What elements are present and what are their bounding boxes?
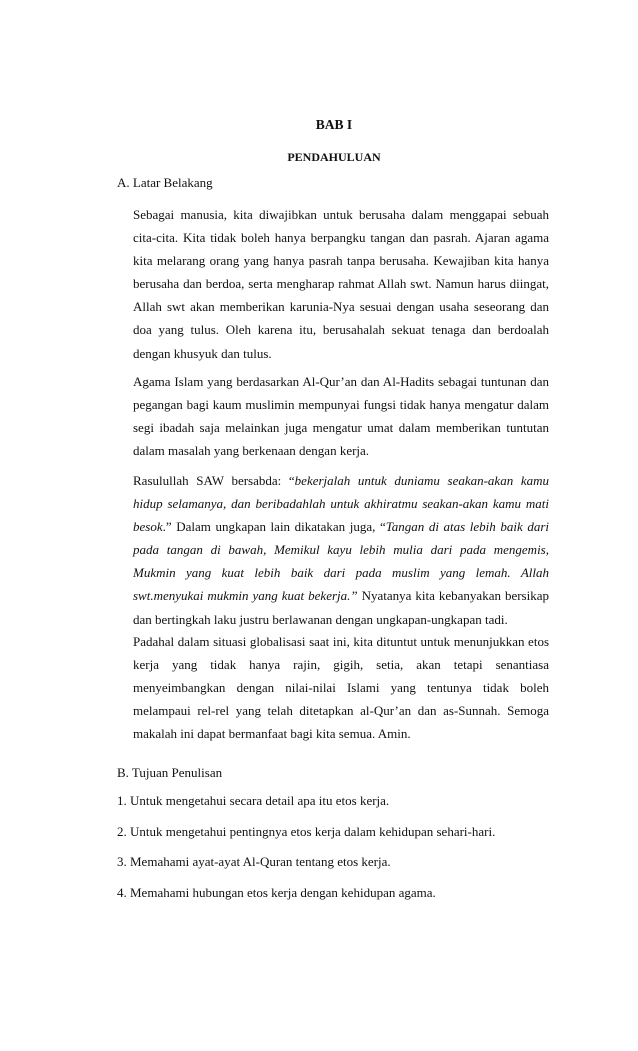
paragraph-3: [133, 469, 549, 631]
section-heading-background: A. Latar Belakang: [117, 175, 213, 190]
goals-list: [117, 793, 495, 915]
paragraph-1: Sebagai manusia, kita diwajibkan untuk berusaha dalam menggapai sebuah cita-cita. Kita tidak boleh hanya berpangku tangan dan pasrah. Ajaran agama kita melarang orang yang hanya pasrah tanpa berusaha. Kewajiban kita hanya berusaha dan berdoa, serta mengharap rahmat Allah swt. Namun harus diingat, Allah swt akan memberikan karunia-Nya sesuai dengan usaha seseorang dan doa yang tulus. Oleh karena itu, berusahalah sekuat tenaga dan berdoalah dengan khusyuk dan tulus.: [133, 207, 549, 361]
proverb-quote: Tangan di atas lebih baik dari pada tangan di bawah, Memikul kayu lebih mulia dari pada mengemis, Mukmin yang kuat lebih baik dari pada muslim yang lemah. Allah swt.menyukai mukmin yang kuat bekerja.”: [133, 519, 549, 604]
section-heading-goals: B. Tujuan Penulisan: [117, 765, 223, 780]
paragraph-3-text-2: .” Dalam ungkapan lain dikatakan juga, “: [162, 519, 386, 535]
list-item: 1. Untuk mengetahui secara detail apa itu etos kerja.: [117, 793, 390, 808]
list-item: 4. Memahami hubungan etos kerja dengan kehidupan agama.: [117, 884, 436, 900]
paragraph-2: Agama Islam yang berdasarkan Al-Qur’an dan Al-Hadits sebagai tuntunan dan pegangan bagi kaum muslimin mempunyai fungsi tidak hanya mengatur dalam segi ibadah saja melainkan juga mengatur umat dalam memberikan tuntutan dalam masalah yang berkenaan dengan kerja.: [133, 374, 549, 459]
chapter-heading: BAB I: [315, 117, 353, 132]
list-item: 3. Memahami ayat-ayat Al-Quran tentang etos kerja.: [117, 854, 391, 869]
paragraph-3-text-1: Rasulullah SAW bersabda: “: [133, 473, 295, 488]
paragraph-3-text-3: Nyatanya kita kebanyakan bersikap dan bertingkah laku justru berlawanan dengan ungkapan-ungkapan tadi.: [133, 588, 549, 627]
list-item: 2. Untuk mengetahui pentingnya etos kerja dalam kehidupan sehari-hari.: [117, 823, 496, 839]
hadith-quote: bekerjalah untuk duniamu seakan-akan kamu hidup selamanya, dan beribadahlah untuk akhiratmu seakan-akan kamu mati besok: [133, 473, 549, 535]
paragraph-4: Padahal dalam situasi globalisasi saat ini, kita dituntut untuk menunjukkan etos kerja yang tidak hanya rajin, gigih, setia, akan tetapi senantiasa menyeimbangkan dengan nilai-nilai Islami yang tentunya tidak boleh melampaui rel-rel yang telah ditetapkan al-Qur’an dan as-Sunnah. Semoga makalah ini dapat bermanfaat bagi kita semua. Amin.: [133, 634, 549, 742]
chapter-title: PENDAHULUAN: [287, 150, 381, 164]
